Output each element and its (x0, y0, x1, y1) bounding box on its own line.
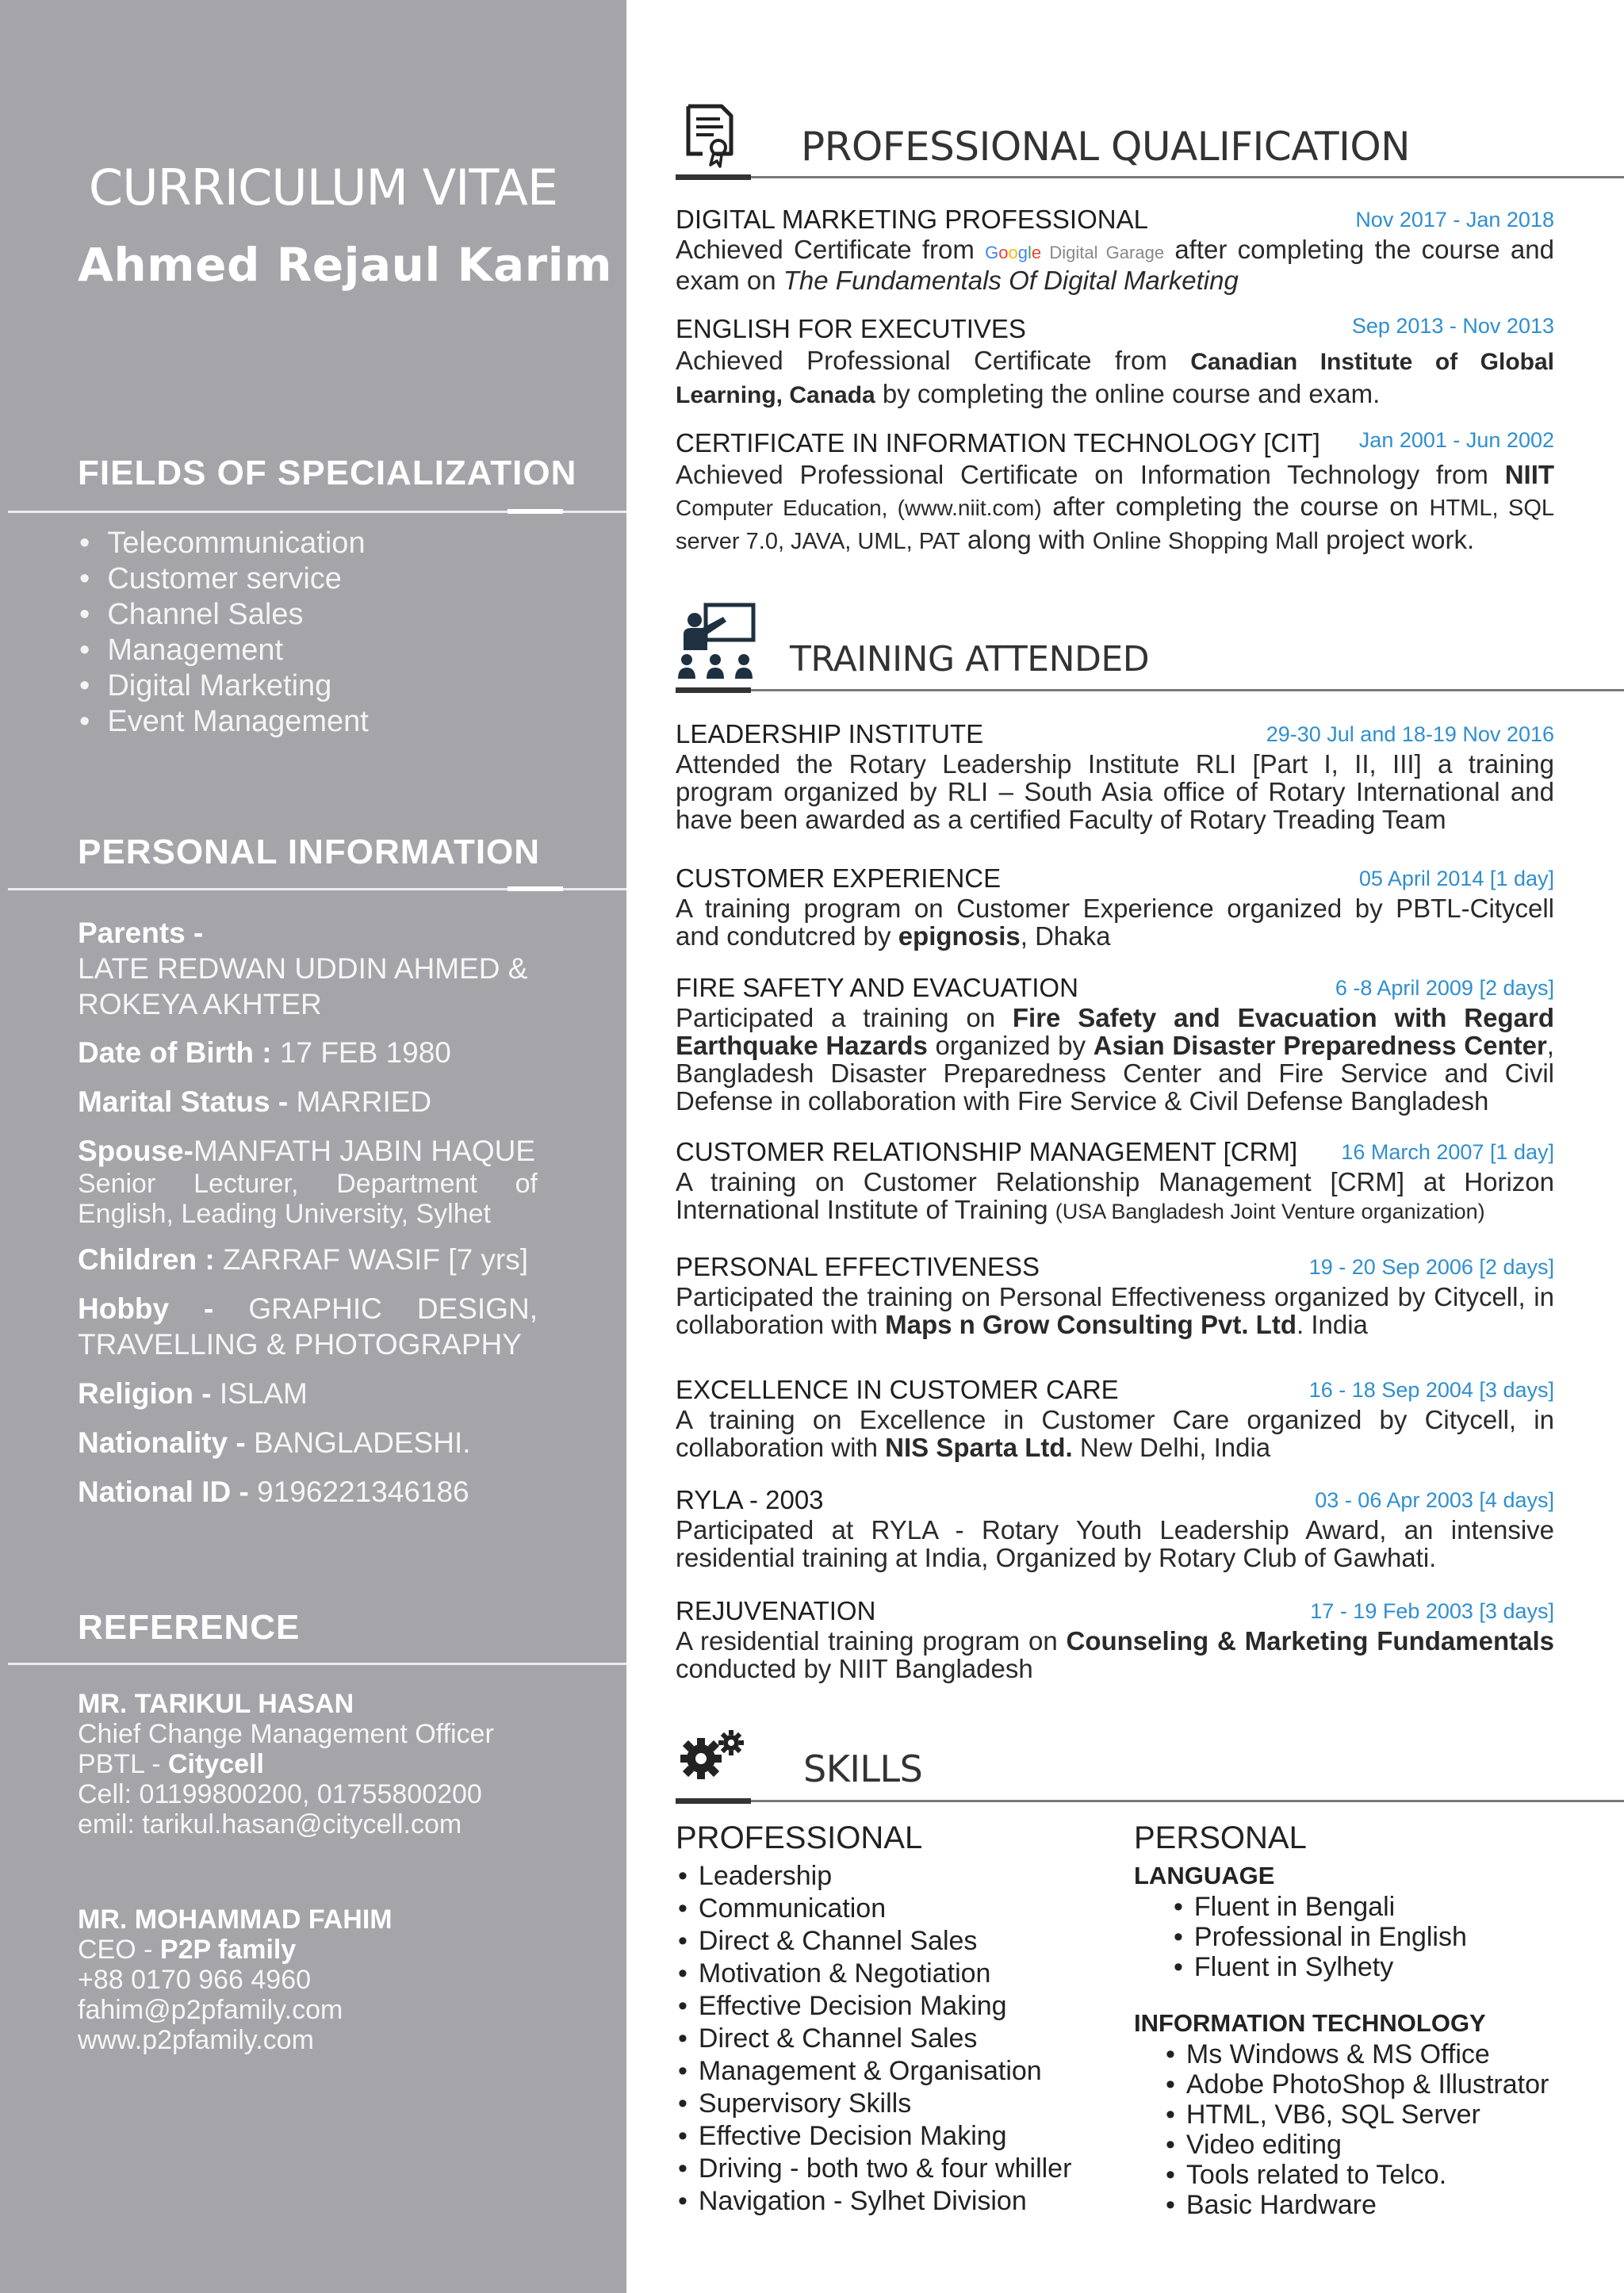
ref2-phone: +88 0170 966 4960 (78, 1965, 312, 1995)
item-date: Jan 2001 - Jun 2002 (1358, 428, 1554, 452)
list-item: • Leadership (678, 1860, 1071, 1893)
desc-small: HTML, SQL server 7.0, JAVA, UML, PAT (676, 496, 1555, 554)
list-item: • Ms Windows & MS Office (1166, 2039, 1549, 2069)
item-desc: Participated at RYLA - Rotary Youth Leadership Award, an intensive residential training at India, Organized by Rotary Club of Gawhati. (676, 1515, 1554, 1572)
item-desc (676, 345, 1554, 412)
desc-text: A training on Customer Relationship Management [CRM] at Horizon International Institute of Training (676, 1167, 1554, 1224)
desc-text: Participated a training on (676, 1003, 1013, 1032)
parents-line2: ROKEYA AKHTER (78, 988, 322, 1020)
item-desc (676, 1627, 1554, 1682)
list-item: • Management & Organisation (678, 2055, 1071, 2088)
list-item: • Management (79, 633, 369, 668)
skills-divider-accent (676, 1798, 751, 1804)
nid-label: National ID - (78, 1476, 249, 1508)
desc-text: Achieved Professional Certificate from (676, 346, 1191, 375)
item-date: 03 - 06 Apr 2003 [4 days] (1315, 1488, 1554, 1512)
language-list (1174, 1892, 1467, 1982)
item-date: 05 April 2014 [1 day] (1358, 867, 1554, 890)
item-date: 17 - 19 Feb 2003 [3 days] (1310, 1599, 1554, 1623)
item-title: PERSONAL EFFECTIVENESS (676, 1252, 1040, 1281)
desc-text: Achieved Professional Certificate on (676, 460, 1140, 489)
training-item (676, 1374, 1554, 1461)
list-item: • Driving - both two & four whiller (678, 2153, 1071, 2185)
spouse-value: MANFATH JABIN HAQUE (193, 1135, 535, 1167)
qualification-divider (676, 176, 1624, 178)
religion-label: Religion - (78, 1377, 212, 1410)
list-item: • Professional in English (1174, 1922, 1467, 1952)
presentation-icon (676, 603, 756, 687)
desc-text: conducted by NIIT Bangladesh (676, 1654, 1033, 1683)
ref2-org: P2P family (159, 1935, 297, 1965)
gears-icon (674, 1728, 750, 1788)
nationality-value: BANGLADESHI. (245, 1426, 471, 1459)
list-item: • Channel Sales (79, 597, 369, 633)
list-item: • Navigation - Sylhet Division (678, 2185, 1071, 2218)
list-item: • Fluent in Bengali (1174, 1892, 1467, 1922)
training-item (676, 718, 1554, 833)
item-title: DIGITAL MARKETING PROFESSIONAL (676, 205, 1148, 234)
dob-value: 17 FEB 1980 (271, 1036, 451, 1069)
professional-skills-list (678, 1860, 1071, 2218)
desc-bold: NIS Sparta Ltd. (885, 1433, 1073, 1462)
spouse-detail: Senior Lecturer, Department of English, Leading University, Sylhet (78, 1169, 538, 1229)
item-title: ENGLISH FOR EXECUTIVES (676, 314, 1026, 343)
desc-text: Information Technology (1139, 460, 1420, 489)
desc-bold: Maps n Grow Consulting Pvt. Ltd (885, 1310, 1297, 1339)
document-title: CURRICULUM VITAE (88, 159, 558, 216)
list-item: • Direct & Channel Sales (678, 2023, 1071, 2055)
item-desc (676, 1168, 1554, 1226)
desc-text: A training program on Customer Experience organized by PBTL-Citycell and condutcred by (676, 894, 1554, 951)
item-date: 16 March 2007 [1 day] (1341, 1140, 1554, 1164)
training-item (676, 972, 1554, 1115)
desc-italic: The Fundamentals Of Digital Marketing (783, 266, 1239, 295)
item-desc (676, 235, 1554, 294)
reference-heading: REFERENCE (78, 1608, 301, 1647)
desc-text: along with (959, 525, 1093, 554)
desc-text: . India (1296, 1310, 1368, 1339)
hobby-value: GRAPHIC DESIGN, TRAVELLING & PHOTOGRAPHY (78, 1292, 538, 1361)
nid-value: 9196221346186 (248, 1476, 469, 1508)
list-item: • Effective Decision Making (678, 2120, 1071, 2153)
item-title: FIRE SAFETY AND EVACUATION (676, 973, 1078, 1002)
list-item: • Customer service (79, 561, 369, 597)
skills-divider (676, 1800, 1624, 1802)
desc-text: New Delhi, India (1072, 1433, 1271, 1462)
qualification-heading: PROFESSIONAL QUALIFICATION (801, 124, 1411, 170)
parents-label: Parents - (78, 917, 204, 949)
ref2-web: www.p2pfamily.com (78, 2025, 314, 2055)
desc-small: Computer Education, (www.niit.com) (676, 496, 1042, 520)
professional-skills-heading: PROFESSIONAL (676, 1820, 923, 1855)
list-item: • HTML, VB6, SQL Server (1166, 2100, 1549, 2130)
item-title: CUSTOMER EXPERIENCE (676, 863, 1002, 893)
ref2-email: fahim@p2pfamily.com (78, 1995, 343, 2025)
desc-text: after completing the course and exam on (676, 235, 1554, 295)
training-item (676, 1484, 1554, 1571)
nationality-label: Nationality - (78, 1426, 246, 1459)
training-divider (676, 689, 1624, 691)
item-date: 19 - 20 Sep 2006 [2 days] (1308, 1255, 1554, 1279)
list-item: • Tools related to Telco. (1166, 2160, 1549, 2190)
item-date: Sep 2013 - Nov 2013 (1351, 314, 1554, 338)
qualification-item (676, 204, 1554, 294)
list-item: • Telecommunication (79, 526, 369, 561)
spouse-label: Spouse- (78, 1135, 193, 1167)
ref1-email: emil: tarikul.hasan@citycell.com (78, 1809, 462, 1839)
item-title: REJUVENATION (676, 1596, 876, 1625)
fields-heading: FIELDS OF SPECIALIZATION (78, 454, 577, 492)
desc-text: from (1419, 460, 1505, 489)
desc-small: Online Shopping Mall (1092, 528, 1319, 554)
item-desc (676, 894, 1554, 950)
desc-bold: Asian Disaster Preparedness Center (1093, 1031, 1547, 1060)
item-desc (676, 1283, 1554, 1338)
list-item: • Supervisory Skills (678, 2088, 1071, 2120)
item-date: 6 -8 April 2009 [2 days] (1335, 976, 1554, 1000)
parents-line1: LATE REDWAN UDDIN AHMED & (78, 952, 528, 985)
personal-heading: PERSONAL INFORMATION (78, 833, 541, 871)
list-item: • Direct & Channel Sales (678, 1925, 1071, 1958)
item-date: 16 - 18 Sep 2004 [3 days] (1308, 1378, 1554, 1402)
person-name: Ahmed Rejaul Karim (78, 238, 613, 292)
item-title: LEADERSHIP INSTITUTE (676, 719, 984, 748)
skills-heading: SKILLS (803, 1748, 923, 1790)
personal-skills-heading: PERSONAL (1134, 1820, 1307, 1855)
list-item: • Fluent in Sylhety (1174, 1952, 1467, 1982)
training-item (676, 1136, 1554, 1226)
list-item: • Adobe PhotoShop & Illustrator (1166, 2069, 1549, 2100)
training-item (676, 1595, 1554, 1682)
children-value: ZARRAF WASIF [7 yrs] (214, 1243, 529, 1276)
training-divider-accent (676, 687, 751, 693)
ref1-title: Chief Change Management Officer (78, 1719, 494, 1749)
logo-text: Digital Garage (1041, 243, 1165, 262)
desc-bold: Fire Safety and Evacuation with Regard Earthquake Hazards (676, 1003, 1554, 1060)
qualification-divider-accent (676, 174, 751, 180)
google-digital-garage-logo: Google Digital Garage (985, 243, 1165, 262)
desc-text: after completing the course on (1041, 492, 1430, 521)
item-title: RYLA - 2003 (676, 1485, 824, 1514)
item-date: 29-30 Jul and 18-19 Nov 2016 (1266, 722, 1554, 746)
ref1-org: Citycell (168, 1749, 264, 1779)
religion-value: ISLAM (211, 1377, 308, 1410)
item-desc: Attended the Rotary Leadership Institute RLI [Part I, II, III] a training program organized by RLI – South Asia office of Rotary International and have been awarded as a certified Faculty of Rotary Treading Team (676, 749, 1554, 834)
item-title: CUSTOMER RELATIONSHIP MANAGEMENT [CRM] (676, 1137, 1298, 1166)
desc-text: , Dhaka (1020, 921, 1111, 951)
desc-text: A training on Excellence in Customer Care organized by Citycell, in collaboration with (676, 1405, 1554, 1462)
desc-text: Achieved Certificate from (676, 235, 986, 264)
certificate-icon (684, 103, 739, 172)
list-item: • Motivation & Negotiation (678, 1958, 1071, 1990)
dob-label: Date of Birth : (78, 1036, 272, 1069)
training-heading: TRAINING ATTENDED (790, 639, 1150, 679)
qualification-item (676, 313, 1554, 412)
desc-text: project work. (1318, 525, 1475, 554)
item-title: EXCELLENCE IN CUSTOMER CARE (676, 1375, 1119, 1404)
list-item: • Basic Hardware (1166, 2190, 1549, 2220)
desc-bold: Counseling & Marketing Fundamentals (1066, 1626, 1554, 1656)
desc-text: by completing the online course and exam. (875, 379, 1381, 408)
marital-value: MARRIED (288, 1085, 432, 1118)
list-item: • Effective Decision Making (678, 1990, 1071, 2023)
desc-bold: NIIT (1504, 460, 1555, 489)
desc-bold: epignosis (898, 921, 1021, 951)
qualification-item (676, 427, 1554, 557)
item-desc (676, 1406, 1554, 1461)
ref2-title-prefix: CEO - (78, 1935, 160, 1965)
list-item: • Video editing (1166, 2130, 1549, 2160)
it-list (1166, 2039, 1549, 2220)
hobby-label: Hobby - (78, 1292, 214, 1325)
training-item (676, 1251, 1554, 1338)
marital-label: Marital Status - (78, 1085, 289, 1118)
it-heading: INFORMATION TECHNOLOGY (1134, 2009, 1486, 2037)
desc-text: Participated the training on Personal Effectiveness organized by Citycell, in collaboration with (676, 1282, 1554, 1339)
ref1-name: MR. TARIKUL HASAN (78, 1689, 354, 1719)
desc-bold: Canadian Institute of Global Learning, Canada (676, 349, 1554, 408)
language-heading: LANGUAGE (1134, 1862, 1275, 1889)
desc-text: organized by (927, 1031, 1094, 1060)
item-desc (676, 459, 1554, 557)
item-date: Nov 2017 - Jan 2018 (1355, 208, 1554, 232)
training-item (676, 863, 1554, 950)
ref1-org-prefix: PBTL - (78, 1749, 168, 1779)
list-item: • Digital Marketing (79, 668, 369, 704)
list-item: • Event Management (79, 704, 369, 740)
ref1-cell: Cell: 01199800200, 01755800200 (78, 1779, 482, 1809)
desc-text: , Bangladesh Disaster Preparedness Center and Fire Service and Civil Defense in collaboration with Fire Service & Civil Defense Bangladesh (676, 1031, 1554, 1116)
desc-small: (USA Bangladesh Joint Venture organization) (1055, 1200, 1485, 1223)
list-item: • Communication (678, 1893, 1071, 1925)
children-label: Children : (78, 1243, 215, 1276)
ref2-name: MR. MOHAMMAD FAHIM (78, 1904, 393, 1935)
item-desc (676, 1004, 1554, 1115)
item-title: CERTIFICATE IN INFORMATION TECHNOLOGY [CIT] (676, 428, 1320, 457)
desc-text: A residential training program on (676, 1626, 1067, 1656)
